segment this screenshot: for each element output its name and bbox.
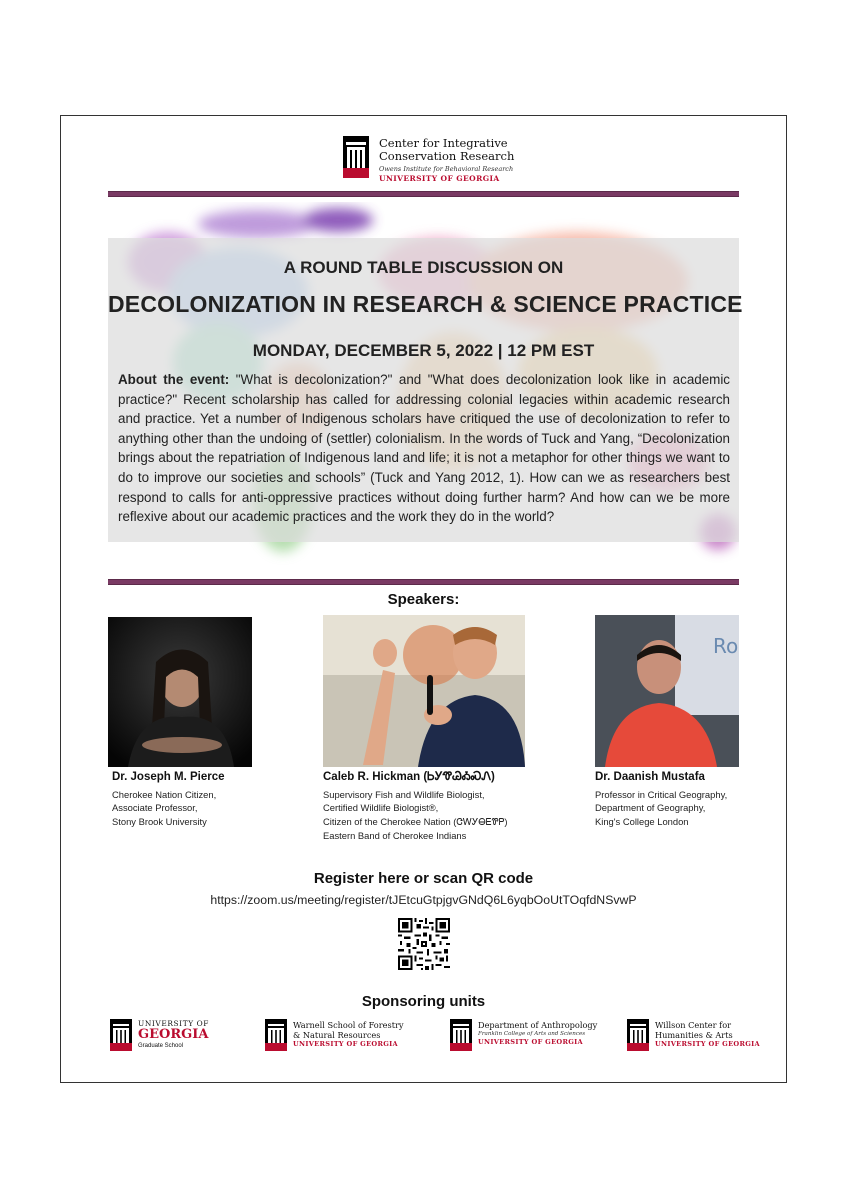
register-heading: Register here or scan QR code	[313, 870, 534, 887]
speaker-detail: Citizen of the Cherokee Nation (ᏣᎳᎩᎾᎬᏈᏢ)	[323, 816, 508, 827]
about-text: "What is decolonization?" and "What does decolonization look like in academic practice?" Recent scholarship has called for addressing colonial legacies within academic research and practice. Yet a number of Indigenous scholars have critiqued the use of decolonization to refer to anything other than the undoing of (settler) colonialism. In the words of Tuck and Yang, “Decolonization brings about the repatriation of Indigenous land and life; it is not a metaphor for other things we want to do to improve our societies and schools” (Tuck and Yang 2012, 1). How can we as researchers best respond to calls for anti-oppressive practices without doing further harm? And how can we be more reflexive about our academic practices and the work they do in the world?	[118, 372, 730, 525]
sponsor-line1: UNIVERSITY OF	[138, 1019, 210, 1028]
center-university: UNIVERSITY OF GEORGIA	[379, 174, 500, 183]
speaker-detail: Professor in Critical Geography,	[595, 789, 728, 800]
event-date: MONDAY, DECEMBER 5, 2022 | 12 PM EST	[252, 341, 595, 360]
qr-code[interactable]	[398, 918, 450, 970]
center-name-line1: Center for Integrative	[379, 136, 508, 150]
speaker-detail: Supervisory Fish and Wildlife Biologist,	[323, 789, 485, 800]
speaker-detail: Cherokee Nation Citizen,	[112, 789, 217, 800]
speaker-photo-pierce	[108, 617, 252, 767]
speaker-detail: Stony Brook University	[112, 816, 207, 827]
uga-arch-icon	[343, 136, 369, 178]
sponsor-logo-warnell	[265, 1019, 405, 1053]
speaker-name: Dr. Joseph M. Pierce	[112, 771, 225, 783]
about-label: About the event:	[118, 372, 230, 387]
speaker-photo-mustafa	[595, 615, 739, 767]
speaker-name: Caleb R. Hickman (ᏏᎩᏡᏊᎣᏍᏁ)	[323, 771, 495, 783]
sponsor-line2: & Natural Resources	[293, 1029, 381, 1040]
sponsor-line1: Warnell School of Forestry	[293, 1020, 404, 1030]
speakers-heading: Speakers:	[387, 591, 460, 608]
sponsor-line3: UNIVERSITY OF GEORGIA	[655, 1040, 760, 1049]
uga-arch-icon	[627, 1019, 649, 1051]
uga-arch-icon	[265, 1019, 287, 1051]
event-kicker: A ROUND TABLE DISCUSSION ON	[283, 258, 564, 277]
top-divider	[108, 191, 739, 197]
center-logo	[343, 136, 543, 186]
uga-arch-icon	[110, 1019, 132, 1051]
mid-divider	[108, 579, 739, 585]
sponsor-line3: UNIVERSITY OF GEORGIA	[293, 1040, 398, 1049]
center-name	[379, 137, 514, 163]
speaker-photo-hickman	[323, 615, 525, 767]
sponsors-heading: Sponsoring units	[361, 993, 486, 1010]
sponsor-line2: Franklin College of Arts and Sciences	[478, 1030, 586, 1037]
center-subtitle: Owens Institute for Behavioral Research	[379, 165, 514, 173]
speaker-detail: King's College London	[595, 816, 689, 827]
svg-text:Ro: Ro	[713, 634, 739, 658]
event-description	[118, 370, 730, 527]
sponsor-line2: GEORGIA	[138, 1027, 209, 1042]
register-link[interactable]: https://zoom.us/meeting/register/tJEtcuGtpjgvGNdQ6L6yqbOoUtTOqfdNSvwP	[210, 893, 637, 907]
speaker-detail: Department of Geography,	[595, 802, 706, 813]
speaker-detail: Associate Professor,	[112, 802, 198, 813]
sponsor-line2: Humanities & Arts	[655, 1029, 733, 1040]
speaker-detail: Eastern Band of Cherokee Indians	[323, 830, 467, 841]
sponsor-line1: Willson Center for	[655, 1020, 732, 1030]
sponsor-line3: Graduate School	[138, 1043, 184, 1049]
speaker-name: Dr. Daanish Mustafa	[595, 771, 705, 783]
sponsor-line3: UNIVERSITY OF GEORGIA	[478, 1037, 583, 1046]
sponsor-logo-graduate-school	[110, 1019, 220, 1053]
uga-arch-icon	[450, 1019, 472, 1051]
center-name-line2: Conservation Research	[379, 149, 515, 163]
event-title: DECOLONIZATION IN RESEARCH & SCIENCE PRACTICE	[108, 291, 743, 317]
sponsor-line1: Department of Anthropology	[478, 1020, 598, 1030]
sponsor-logo-anthropology	[450, 1019, 600, 1053]
speaker-detail: Certified Wildlife Biologist®,	[323, 802, 439, 813]
sponsor-logo-willson	[627, 1019, 760, 1053]
